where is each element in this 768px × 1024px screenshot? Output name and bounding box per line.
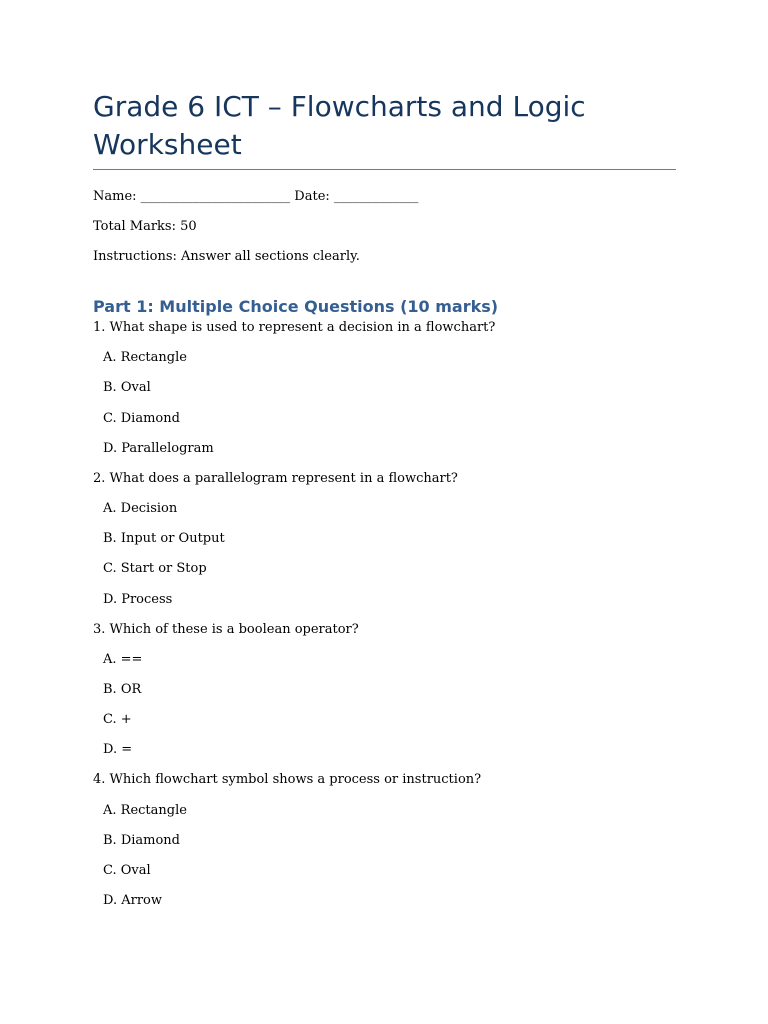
question-4-option-a: A. Rectangle bbox=[103, 803, 187, 818]
question-1-option-a: A. Rectangle bbox=[103, 350, 187, 365]
page-title: Grade 6 ICT – Flowcharts and Logic Worksheet bbox=[93, 90, 586, 161]
question-3-option-d: D. = bbox=[103, 742, 133, 757]
question-2-option-d: D. Process bbox=[103, 592, 173, 607]
name-date-line: Name: _______________________ Date: _____________ bbox=[93, 189, 419, 204]
question-4-option-d: D. Arrow bbox=[103, 893, 162, 908]
question-3-option-a: A. == bbox=[103, 652, 143, 667]
question-3: 3. Which of these is a boolean operator? bbox=[93, 622, 359, 637]
question-4-option-b: B. Diamond bbox=[103, 833, 180, 848]
question-4: 4. Which flowchart symbol shows a process or instruction? bbox=[93, 772, 482, 787]
question-1-option-d: D. Parallelogram bbox=[103, 441, 214, 456]
instructions: Instructions: Answer all sections clearly. bbox=[93, 249, 360, 264]
question-2-option-b: B. Input or Output bbox=[103, 531, 225, 546]
total-marks: Total Marks: 50 bbox=[93, 219, 197, 234]
question-3-option-b: B. OR bbox=[103, 682, 142, 697]
question-1-option-b: B. Oval bbox=[103, 380, 151, 395]
question-1: 1. What shape is used to represent a decision in a flowchart? bbox=[93, 320, 496, 335]
question-4-option-c: C. Oval bbox=[103, 863, 151, 878]
question-1-option-c: C. Diamond bbox=[103, 411, 180, 426]
question-2-option-c: C. Start or Stop bbox=[103, 561, 207, 576]
question-2: 2. What does a parallelogram represent in a flowchart? bbox=[93, 471, 458, 486]
question-2-option-a: A. Decision bbox=[103, 501, 178, 516]
question-3-option-c: C. + bbox=[103, 712, 132, 727]
section-heading: Part 1: Multiple Choice Questions (10 marks) bbox=[93, 297, 499, 316]
title-divider bbox=[93, 169, 676, 170]
